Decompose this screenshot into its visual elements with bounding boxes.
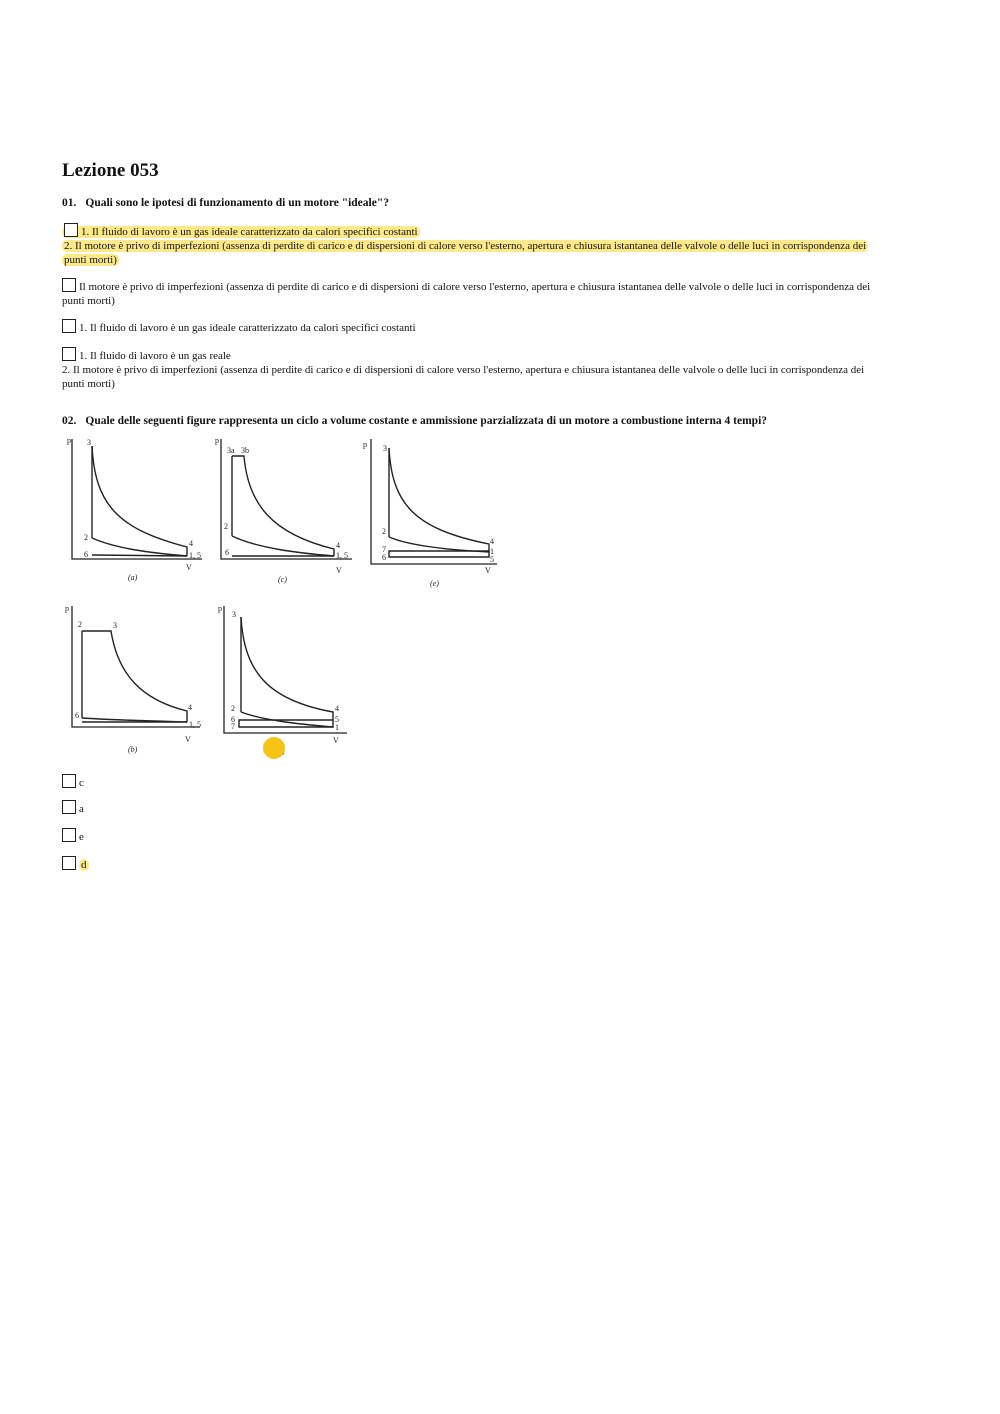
figure-caption: (e): [430, 579, 439, 588]
point-label: 6: [84, 550, 88, 559]
point-label: 2: [382, 527, 386, 536]
figure-e: [362, 434, 512, 589]
figure-a: [62, 434, 212, 589]
q2-option-d: [62, 856, 89, 871]
point-label: 3: [232, 610, 236, 619]
option-label: c: [79, 777, 84, 789]
marker-dot: [263, 737, 285, 759]
axis-v-label: V: [186, 563, 192, 572]
option-label: a: [79, 803, 84, 815]
option-checkbox[interactable]: [62, 856, 76, 870]
point-label: 1: [490, 547, 494, 556]
option-label: d: [81, 859, 87, 871]
axis-p-label: p: [363, 440, 367, 449]
axis-p-label: p: [65, 604, 69, 613]
q1-option-2: [62, 278, 882, 308]
point-label: 7: [382, 545, 386, 554]
question-01: [62, 197, 389, 209]
q2-option-a: [62, 800, 84, 815]
point-label: 4: [335, 704, 339, 713]
q1-option-4: [62, 347, 882, 391]
point-label: 7: [231, 722, 235, 731]
option-label: e: [79, 831, 84, 843]
question-number: 02.: [62, 415, 77, 427]
figure-d: [212, 600, 362, 755]
option-line-1: 1. Il fluido di lavoro è un gas reale: [79, 350, 231, 362]
question-number: 01.: [62, 197, 77, 209]
point-label: 2: [231, 704, 235, 713]
option-checkbox[interactable]: [62, 774, 76, 788]
figure-caption: (a): [128, 573, 138, 582]
point-label: 3b: [241, 446, 249, 455]
point-label: 3: [383, 444, 387, 453]
option-checkbox[interactable]: [62, 278, 76, 292]
point-label: 6: [225, 548, 229, 557]
option-checkbox[interactable]: [62, 828, 76, 842]
option-checkbox[interactable]: [62, 800, 76, 814]
question-text: Quale delle seguenti figure rappresenta un ciclo a volume costante e ammissione parzializzata di un motore a combustione interna 4 tempi?: [85, 415, 768, 427]
axis-v-label: V: [333, 736, 339, 745]
point-label: 3: [113, 621, 117, 630]
point-label: 2: [224, 522, 228, 531]
q1-option-3: [62, 319, 882, 335]
option-line-1: 1. Il fluido di lavoro è un gas ideale caratterizzato da calori specifici costanti: [79, 322, 416, 334]
point-label: 4: [189, 539, 193, 548]
point-label: 4: [336, 541, 340, 550]
point-label: 4: [490, 537, 494, 546]
point-label: 3: [87, 438, 91, 447]
point-label: 4: [188, 703, 192, 712]
point-label: 2: [84, 533, 88, 542]
point-label: 5: [335, 715, 339, 724]
axis-p-label: p: [215, 436, 219, 445]
point-label: 1: [335, 723, 339, 732]
option-checkbox[interactable]: [62, 319, 76, 333]
figure-caption: (b): [128, 745, 138, 754]
question-text: Quali sono le ipotesi di funzionamento di un motore "ideale"?: [85, 197, 389, 209]
q2-option-c: [62, 774, 84, 789]
point-label: 1, 5: [189, 720, 201, 729]
highlight: [62, 226, 420, 238]
option-checkbox[interactable]: [62, 347, 76, 361]
point-label: 3a: [227, 446, 235, 455]
option-line-1: Il motore è privo di imperfezioni (assenza di perdite di carico e di dispersioni di calore verso l'esterno, apertura e chiusura istantanea delle valvole o delle luci in corrispondenza dei punti morti): [62, 281, 871, 307]
figure-b: [62, 600, 212, 755]
axis-p-label: p: [67, 436, 71, 445]
point-label: 1, 5: [336, 551, 348, 560]
lesson-title: Lezione 053: [62, 160, 159, 181]
option-line-1: 1. Il fluido di lavoro è un gas ideale caratterizzato da calori specifici costanti: [81, 226, 418, 238]
point-label: 2: [78, 620, 82, 629]
option-checkbox[interactable]: [64, 223, 78, 237]
point-label: 6: [75, 711, 79, 720]
axis-v-label: V: [485, 566, 491, 575]
question-02: [62, 415, 767, 427]
point-label: 6: [231, 715, 235, 724]
option-line-2: 2. Il motore è privo di imperfezioni (assenza di perdite di carico e di dispersioni di calore verso l'esterno, apertura e chiusura istantanea delle valvole o delle luci in corrispondenza dei punti morti): [62, 364, 865, 390]
axis-v-label: V: [185, 735, 191, 744]
q2-option-e: [62, 828, 84, 843]
option-line-2: 2. Il motore è privo di imperfezioni (assenza di perdite di carico e di dispersioni di calore verso l'esterno, apertura e chiusura istantanea delle valvole o delle luci in corrispondenza dei punti morti): [64, 240, 867, 266]
point-label: 1, 5: [189, 551, 201, 560]
q1-option-1: [62, 223, 882, 267]
figure-caption: (c): [278, 575, 287, 584]
point-label: 6: [382, 553, 386, 562]
axis-p-label: p: [218, 604, 222, 613]
point-label: 5: [490, 555, 494, 564]
figure-c: [212, 434, 362, 589]
axis-v-label: V: [336, 566, 342, 575]
